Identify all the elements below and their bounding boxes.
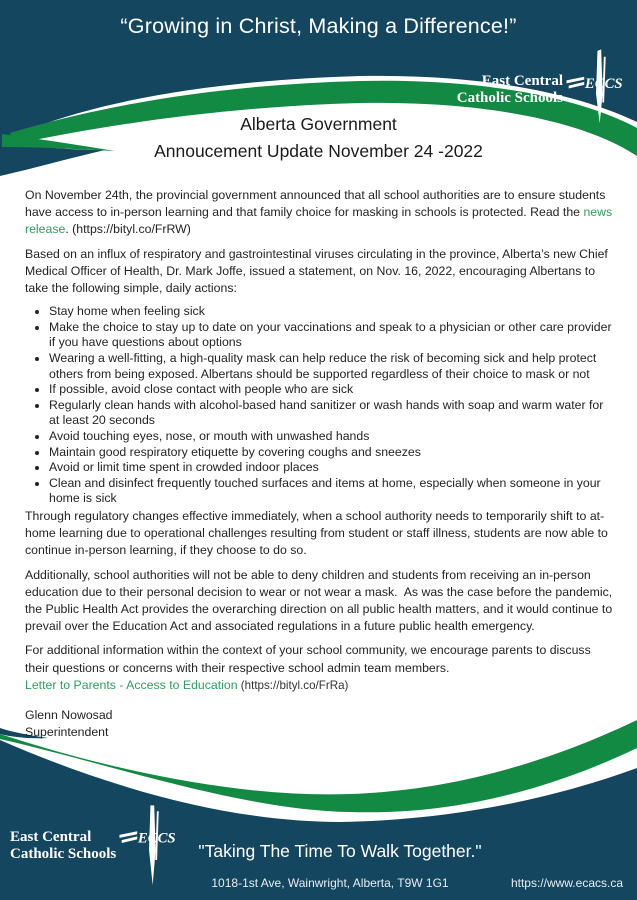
school-logo-top xyxy=(457,40,627,140)
paragraph-announcement xyxy=(25,187,616,239)
body-content xyxy=(25,187,616,741)
paragraph-regulatory: Through regulatory changes effective immediately, when a school authority needs to temporarily shift to at-home learning due to operational challenges resulting from student or staff illness, students are now able to continue in-person learning, if they choose to do so. xyxy=(25,508,612,558)
header-motto: “Growing in Christ, Making a Difference!” xyxy=(120,14,517,38)
logo-line2: Catholic Schools xyxy=(10,846,117,862)
p1-text: On November 24th, the provincial government announced that all school authorities are to ensure students have access to in-person learning and that family choice for masking in schools is protected. Read the xyxy=(25,188,609,220)
list-item: • Maintain good respiratory etiquette by covering coughs and sneezes xyxy=(49,445,616,461)
list-item: • Stay home when feeling sick xyxy=(49,304,616,320)
daily-actions-list xyxy=(25,304,616,507)
footer-motto: "Taking The Time To Walk Together." xyxy=(198,841,482,861)
letter-to-parents-link[interactable]: Letter to Parents - Access to Education xyxy=(25,677,238,692)
list-item: • If possible, avoid close contact with people who are sick xyxy=(49,382,616,398)
letter-link-line xyxy=(25,677,616,694)
footer-website-link[interactable]: https://www.ecacs.ca xyxy=(510,876,623,890)
paragraph-cmoh-statement: Based on an influx of respiratory and gastrointestinal viruses circulating in the province, Alberta’s new Chief Medical Officer of Health, Dr. Mark Joffe, issued a statement, on Nov. 16, 2022, encouraging Albertans to take the following simple, daily actions: xyxy=(25,246,612,296)
signature-name: Glenn Nowosad xyxy=(25,707,113,722)
signature-block xyxy=(25,707,616,741)
logo-line1: East Central xyxy=(481,73,563,89)
footer-address: 1018-1st Ave, Wainwright, Alberta, T9W 1G1 xyxy=(211,876,449,890)
list-item: • Wearing a well-fitting, a high-quality mask can help reduce the risk of becoming sick and help protect others from being exposed. Albertans should be supported regardless of their choice to mask or not xyxy=(49,351,616,382)
list-item: • Avoid touching eyes, nose, or mouth with unwashed hands xyxy=(49,429,616,445)
eccs-acronym: ECCS xyxy=(138,830,176,847)
school-logo-bottom xyxy=(10,794,180,898)
title-line1: Alberta Government xyxy=(240,114,397,134)
title-line2: Annoucement Update November 24 -2022 xyxy=(154,141,483,161)
logo-line2: Catholic Schools xyxy=(456,90,563,106)
logo-line1: East Central xyxy=(10,829,92,845)
p1-url: . (https://bityl.co/FrRW) xyxy=(65,222,191,237)
eccs-cross-icon xyxy=(118,794,180,898)
list-item: • Make the choice to stay up to date on your vaccinations and speak to a physician or other care provider if you have questions about options xyxy=(49,320,616,351)
list-item: • Avoid or limit time spent in crowded indoor places xyxy=(49,460,616,476)
list-item: • Clean and disinfect frequently touched surfaces and items at home, especially when someone in your home is sick xyxy=(49,476,616,507)
letter-url: (https://bityl.co/FrRa) xyxy=(237,678,349,692)
paragraph-mask-choice: Additionally, school authorities will not be able to deny children and students from receiving an in-person education due to their personal decision to wear or not wear a mask. As was the case before the pandemic, the Public Health Act provides the overarching direction on all public health matters, and it would continue to prevail over the Education Act and associated regulations in a future public health emergency. xyxy=(25,567,616,634)
eccs-cross-icon xyxy=(565,40,627,140)
news-release-link[interactable]: news release xyxy=(25,205,616,237)
eccs-acronym: ECCS xyxy=(584,75,623,92)
list-item: • Regularly clean hands with alcohol-based hand sanitizer or wash hands with soap and warm water for at least 20 seconds xyxy=(49,398,616,429)
signature-role: Superintendent xyxy=(25,725,109,740)
paragraph-more-info: For additional information within the context of your school community, we encourage parents to discuss their questions or concerns with their respective school admin team members. xyxy=(25,643,595,675)
